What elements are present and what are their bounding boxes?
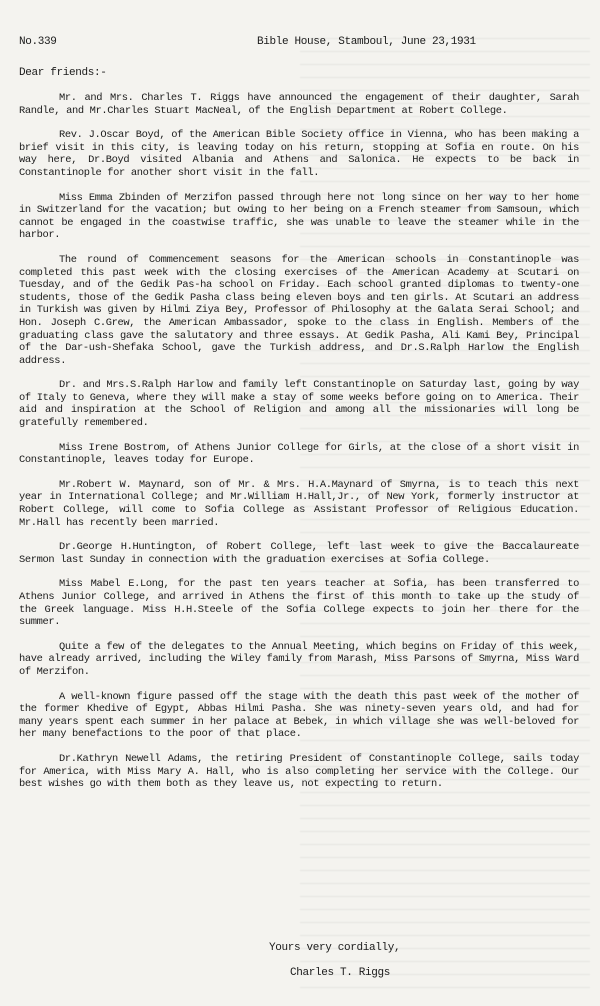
paragraph-engagement: Mr. and Mrs. Charles T. Riggs have announced the engagement of their daughter, Sarah Randle, and Mr.Charles Stuart MacNeal, of the English Department at Robert College. xyxy=(19,92,579,117)
letter-header xyxy=(19,36,579,50)
paragraph-khedive-mother: A well-known figure passed off the stage with the death this past week of the mother of the former Khedive of Egypt, Abbas Hilmi Pasha. She was ninety-seven years old, and had for many years spent each summer in her palace at Bebek, in which village she was well-beloved for her many benefactions to the poor of that place. xyxy=(19,690,579,741)
paragraph-huntington: Dr.George H.Huntington, of Robert College, left last week to give the Baccalaureate Sermon last Sunday in connection with the graduation exercises at Sofia College. xyxy=(19,541,579,566)
letter-body xyxy=(19,92,579,803)
paragraph-adams: Dr.Kathryn Newell Adams, the retiring President of Constantinople College, sails today for America, with Miss Mary A. Hall, who is also completing her service with the College. Our best wishes go with them both as they leave us, not expecting to return. xyxy=(19,752,579,791)
document-number: No.339 xyxy=(19,36,57,48)
paragraph-zbinden: Miss Emma Zbinden of Merzifon passed through here not long since on her way to her home in Switzerland for the vacation; but owing to her being on a French steamer from Samsoun, which cannot be engaged in the coastwise traffic, she was unable to leave the steamer while in the harbor. xyxy=(19,191,579,242)
paragraph-bostrom: Miss Irene Bostrom, of Athens Junior College for Girls, at the close of a short visit in Constantinople, leaves today for Europe. xyxy=(19,441,579,467)
paragraph-maynard-hall: Mr.Robert W. Maynard, son of Mr. & Mrs. H.A.Maynard of Smyrna, is to teach this next year in International College; and Mr.William H.Hall,Jr., of New York, formerly instructor at Robert College, will come to Sofia College as Assistant Professor of Religious Education. Mr.Hall has recently been married. xyxy=(19,478,579,529)
signature: Charles T. Riggs xyxy=(290,967,391,979)
paragraph-commencement: The round of Commencement seasons for the American schools in Constantinople was completed this past week with the closing exercises of the American Academy at Scutari on Tuesday, and of the Gedik Pas-ha school on Friday. Each school granted diplomas to twenty-one students, those of the Gedik Pasha class being eleven boys and ten girls. At Scutari an address in Turkish was given by Hilmi Ziya Bey, Professor of Philosophy at the Galata Serai School; and Hon. Joseph C.Grew, the American Ambassador, spoke to the class in English. Members of the graduating class gave the salutatory and three essays. At Gedik Pasha, Ali Kami Bey, Principal of the Dar-ush-Shefaka School, gave the Turkish address, and Dr.S.Ralph Harlow the English address. xyxy=(19,253,579,367)
place-and-date: Bible House, Stamboul, June 23,1931 xyxy=(257,36,476,48)
greeting: Dear friends:- xyxy=(19,67,107,79)
paragraph-long: Miss Mabel E.Long, for the past ten years teacher at Sofia, has been transferred to Athens Junior College, and arrived in Athens the first of this month to take up the study of the Greek language. Miss H.H.Steele of the Sofia College expects to join her there for the summer. xyxy=(19,578,579,629)
closing: Yours very cordially, xyxy=(269,942,401,954)
paragraph-boyd-visit: Rev. J.Oscar Boyd, of the American Bible Society office in Vienna, who has been making a brief visit in this city, is leaving today on his return, stopping at Sofia en route. On his way here, Dr.Boyd visited Albania and Athens and Salonica. He expects to be back in Constantinople for another short visit in the fall. xyxy=(19,129,579,179)
paragraph-harlow-family: Dr. and Mrs.S.Ralph Harlow and family left Constantinople on Saturday last, going by way of Italy to Geneva, where they will make a stay of some weeks before going on to America. Their aid and inspiration at the School of Religion and among all the missionaries will long be gratefully remembered. xyxy=(19,379,579,430)
paragraph-annual-meeting: Quite a few of the delegates to the Annual Meeting, which begins on Friday of this week, have already arrived, including the Wiley family from Marash, Miss Parsons of Smyrna, Miss Ward of Merzifon. xyxy=(19,640,579,678)
